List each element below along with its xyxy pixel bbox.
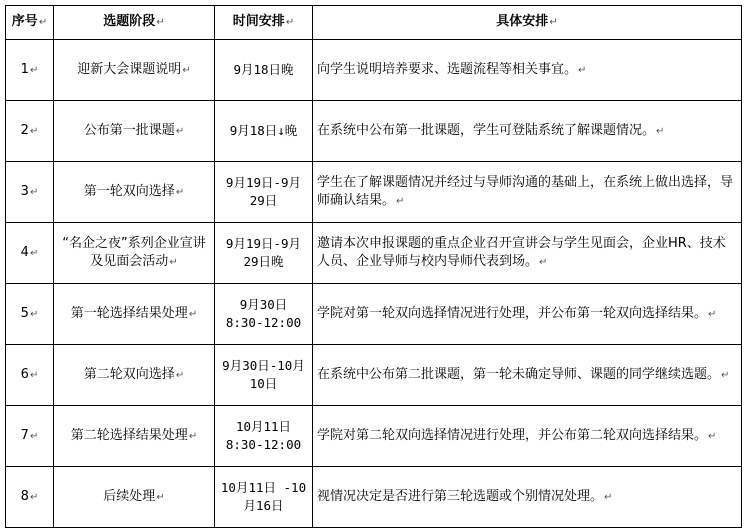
paragraph-mark-icon: ↵ bbox=[38, 17, 48, 28]
paragraph-mark-icon: ↵ bbox=[549, 17, 558, 28]
cell-index bbox=[6, 345, 54, 406]
table-row bbox=[6, 40, 742, 101]
index-text: 1 bbox=[20, 61, 29, 77]
header-time bbox=[215, 6, 313, 40]
paragraph-mark-icon: ↵ bbox=[169, 256, 178, 268]
cell-index bbox=[6, 162, 54, 223]
stage-text: “名企之夜”系列企业宣讲及见面会活动 bbox=[62, 235, 206, 269]
cell-time bbox=[215, 223, 313, 284]
cell-stage bbox=[54, 162, 215, 223]
paragraph-mark-icon: ↵ bbox=[721, 369, 730, 381]
paragraph-mark-icon: ↵ bbox=[29, 125, 39, 137]
index-text: 3 bbox=[20, 183, 29, 199]
index-text: 5 bbox=[20, 305, 29, 321]
header-detail bbox=[313, 6, 742, 40]
cell-stage bbox=[54, 40, 215, 101]
paragraph-mark-icon: ↵ bbox=[175, 369, 185, 381]
table-row bbox=[6, 284, 742, 345]
cell-stage bbox=[54, 406, 215, 467]
time-text: 9月18日晚 bbox=[233, 62, 294, 77]
header-detail-label: 具体安排 bbox=[496, 14, 549, 29]
index-text: 4 bbox=[20, 244, 29, 260]
paragraph-mark-icon: ↵ bbox=[29, 430, 39, 442]
time-text: 10月11日 -10月16日 bbox=[220, 480, 307, 513]
stage-text: 迎新大会课题说明 bbox=[77, 61, 182, 77]
detail-text: 学生在了解课题情况并经过与导师沟通的基础上，在系统上做出选择，导师确认结果。 bbox=[317, 174, 734, 208]
paragraph-mark-icon: ↵ bbox=[396, 195, 405, 207]
paragraph-mark-icon: ↵ bbox=[29, 247, 39, 259]
header-time-label: 时间安排 bbox=[232, 14, 285, 29]
schedule-table bbox=[5, 5, 742, 528]
stage-text: 第二轮选择结果处理 bbox=[70, 427, 188, 443]
paragraph-mark-icon: ↵ bbox=[656, 125, 665, 137]
paragraph-mark-icon: ↵ bbox=[156, 17, 165, 28]
paragraph-mark-icon: ↵ bbox=[188, 430, 198, 442]
detail-text: 邀请本次申报课题的重点企业召开宣讲会与学生见面会，企业HR、技术人员、企业导师与校内导师代表到场。 bbox=[317, 235, 726, 269]
cell-time bbox=[215, 467, 313, 528]
cell-time bbox=[215, 162, 313, 223]
time-text: 9月19日-9月29日 bbox=[225, 175, 302, 208]
paragraph-mark-icon: ↵ bbox=[578, 64, 587, 76]
cell-index bbox=[6, 40, 54, 101]
detail-text: 学院对第二轮双向选择情况进行处理，并公布第二轮双向选择结果。 bbox=[317, 427, 708, 443]
paragraph-mark-icon: ↵ bbox=[708, 308, 717, 320]
cell-time bbox=[215, 345, 313, 406]
schedule-table-container bbox=[5, 5, 742, 528]
stage-text: 第二轮双向选择 bbox=[83, 366, 175, 382]
cell-index bbox=[6, 223, 54, 284]
stage-text: 第一轮选择结果处理 bbox=[70, 305, 188, 321]
paragraph-mark-icon: ↵ bbox=[29, 491, 39, 503]
paragraph-mark-icon: ↵ bbox=[539, 256, 548, 268]
time-text: 9月30日-10月10日 bbox=[222, 358, 305, 391]
detail-text: 在系统中公布第一批课题，学生可登陆系统了解课题情况。 bbox=[317, 122, 656, 138]
cell-stage bbox=[54, 345, 215, 406]
cell-detail bbox=[313, 345, 742, 406]
table-row bbox=[6, 345, 742, 406]
detail-text: 视情况决定是否进行第三轮选题或个别情况处理。 bbox=[317, 488, 604, 504]
table-row bbox=[6, 406, 742, 467]
stage-text: 公布第一批课题 bbox=[83, 122, 175, 138]
paragraph-mark-icon: ↵ bbox=[285, 17, 295, 28]
cell-stage bbox=[54, 284, 215, 345]
detail-text: 在系统中公布第二批课题，第一轮未确定导师、课题的同学继续选题。 bbox=[317, 366, 721, 382]
time-text: 9月19日-9月29日晚 bbox=[225, 236, 302, 269]
cell-index bbox=[6, 467, 54, 528]
schedule-body bbox=[6, 40, 742, 528]
cell-detail bbox=[313, 162, 742, 223]
cell-time bbox=[215, 406, 313, 467]
paragraph-mark-icon: ↵ bbox=[29, 308, 39, 320]
paragraph-mark-icon: ↵ bbox=[29, 369, 39, 381]
paragraph-mark-icon: ↵ bbox=[29, 186, 39, 198]
table-row bbox=[6, 162, 742, 223]
cell-time bbox=[215, 284, 313, 345]
paragraph-mark-icon: ↵ bbox=[188, 308, 198, 320]
index-text: 7 bbox=[20, 427, 29, 443]
cell-detail bbox=[313, 467, 742, 528]
time-text: 10月11日 8:30-12:00 bbox=[225, 419, 302, 452]
paragraph-mark-icon: ↵ bbox=[156, 491, 165, 503]
paragraph-mark-icon: ↵ bbox=[182, 64, 191, 76]
table-header-row bbox=[6, 6, 742, 40]
cell-detail bbox=[313, 406, 742, 467]
paragraph-mark-icon: ↵ bbox=[175, 125, 185, 137]
cell-stage bbox=[54, 101, 215, 162]
header-stage-label: 选题阶段 bbox=[103, 14, 156, 29]
header-stage bbox=[54, 6, 215, 40]
table-row bbox=[6, 467, 742, 528]
cell-detail bbox=[313, 223, 742, 284]
stage-text: 第一轮双向选择 bbox=[83, 183, 175, 199]
cell-detail bbox=[313, 284, 742, 345]
paragraph-mark-icon: ↵ bbox=[708, 430, 717, 442]
time-text: 9月30日 8:30-12:00 bbox=[225, 297, 302, 330]
index-text: 8 bbox=[20, 488, 29, 504]
cell-time bbox=[215, 40, 313, 101]
paragraph-mark-icon: ↵ bbox=[29, 64, 39, 76]
index-text: 2 bbox=[20, 122, 29, 138]
header-index-label: 序号 bbox=[11, 14, 38, 29]
detail-text: 向学生说明培养要求、选题流程等相关事宜。 bbox=[317, 61, 578, 77]
cell-index bbox=[6, 406, 54, 467]
cell-index bbox=[6, 101, 54, 162]
cell-detail bbox=[313, 101, 742, 162]
cell-time bbox=[215, 101, 313, 162]
stage-text: 后续处理 bbox=[103, 488, 156, 504]
index-text: 6 bbox=[20, 366, 29, 382]
time-text: 9月18日↓晚 bbox=[229, 123, 298, 138]
header-index bbox=[6, 6, 54, 40]
cell-index bbox=[6, 284, 54, 345]
table-row bbox=[6, 223, 742, 284]
table-row bbox=[6, 101, 742, 162]
cell-detail bbox=[313, 40, 742, 101]
detail-text: 学院对第一轮双向选择情况进行处理，并公布第一轮双向选择结果。 bbox=[317, 305, 708, 321]
cell-stage bbox=[54, 223, 215, 284]
paragraph-mark-icon: ↵ bbox=[604, 491, 613, 503]
cell-stage bbox=[54, 467, 215, 528]
paragraph-mark-icon: ↵ bbox=[175, 186, 185, 198]
